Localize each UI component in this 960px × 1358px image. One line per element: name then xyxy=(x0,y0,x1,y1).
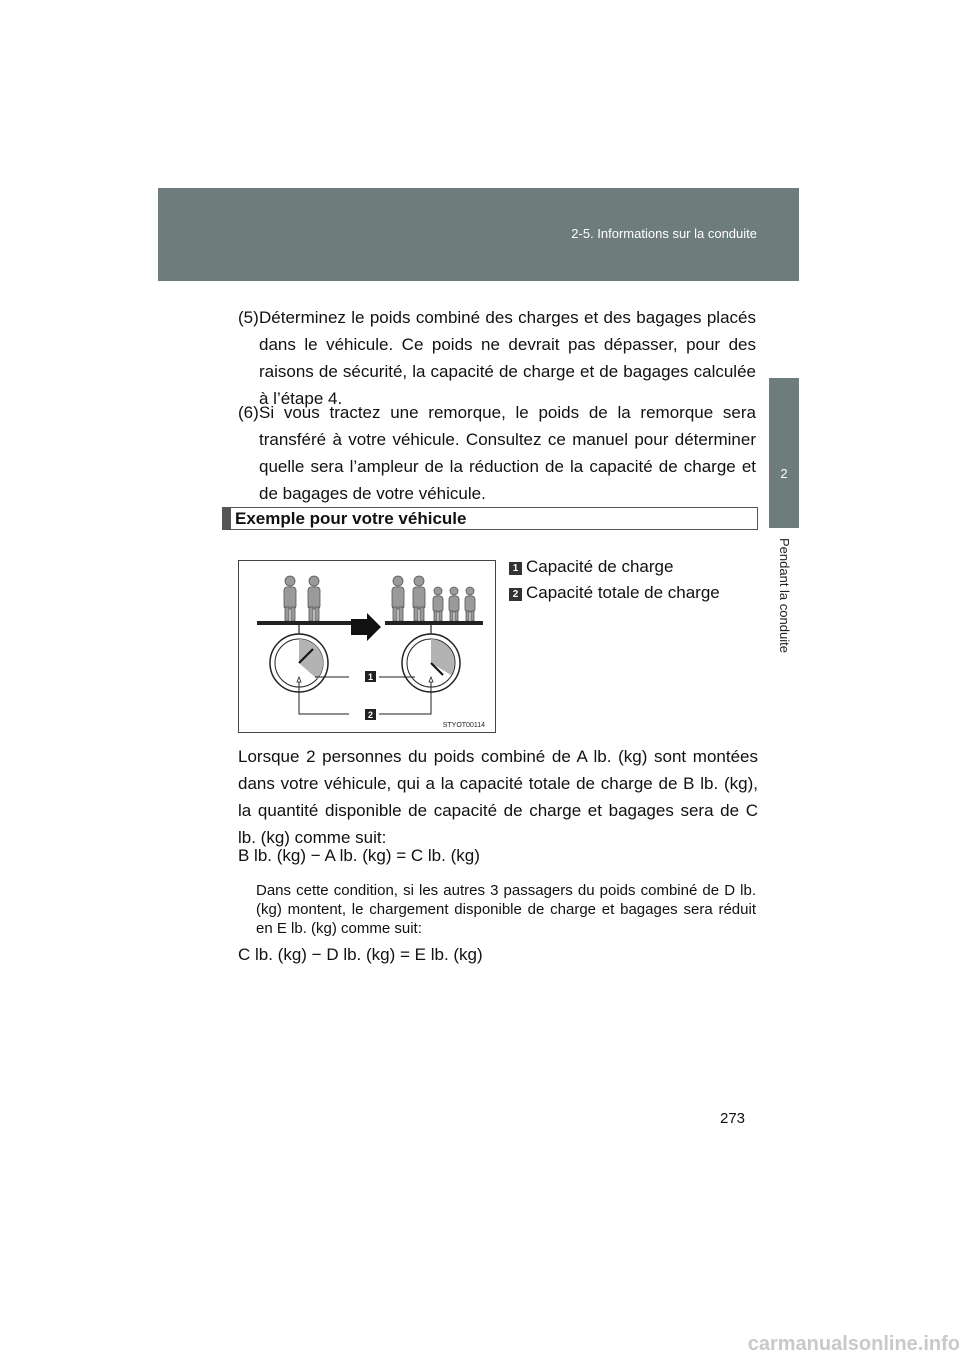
condition-note: Dans cette condition, si les autres 3 passagers du poids combiné de D lb. (kg) montent, le chargement disponible de charge et bagages sera réduit en E lb. (kg) comme suit: xyxy=(256,882,756,937)
callout-1-label: 1 xyxy=(367,672,374,682)
step-5 xyxy=(238,304,756,412)
section-title-bar xyxy=(222,507,758,530)
legend-item-2 xyxy=(509,583,720,603)
section-heading: 2-5. Informations sur la conduite xyxy=(571,226,757,241)
figure-code: STYOT00114 xyxy=(442,722,485,729)
footer-watermark: carmanualsonline.info xyxy=(747,1333,960,1355)
legend-text: Capacité de charge xyxy=(526,557,674,576)
platform-right xyxy=(385,621,483,625)
step-text: Si vous tractez une remorque, le poids de la remorque sera transféré à votre véhicule. Consultez ce manuel pour déterminer quelle sera l’ampleur de la réduction de la capacité de charge et de bagages de votre véhicule. xyxy=(259,403,756,503)
step-number: (6) xyxy=(238,403,259,422)
formula-2: C lb. (kg) − D lb. (kg) = E lb. (kg) xyxy=(238,945,483,964)
chapter-number: 2 xyxy=(780,466,788,481)
legend-badge: 1 xyxy=(509,562,522,575)
load-capacity-illustration xyxy=(238,560,496,733)
chapter-label xyxy=(767,538,801,678)
illustration-svg xyxy=(239,561,495,732)
step-6 xyxy=(238,399,756,507)
legend-item-1 xyxy=(509,557,673,577)
callout-2-label: 2 xyxy=(367,710,374,720)
chapter-tab xyxy=(769,378,799,528)
section-marker xyxy=(223,508,231,529)
arrow-right-icon xyxy=(351,613,381,641)
formula-1: B lb. (kg) − A lb. (kg) = C lb. (kg) xyxy=(238,846,480,865)
legend-text: Capacité totale de charge xyxy=(526,583,720,602)
example-paragraph: Lorsque 2 personnes du poids combiné de A lb. (kg) sont montées dans votre véhicule, qui a la capacité totale de charge de B lb. (kg), la quantité disponible de capacité de charge et bagages sera de C lb. (kg) comme suit: xyxy=(238,747,758,847)
header-band xyxy=(158,188,799,281)
step-text: Déterminez le poids combiné des charges et des bagages placés dans le véhicule. Ce poids ne devrait pas dépasser, pour des raisons de sécurité, la capacité de charge et de bagages calculée à l’étape 4. xyxy=(259,308,756,408)
chapter-label-text: Pendant la conduite xyxy=(777,538,792,653)
page-number: 273 xyxy=(720,1110,746,1127)
section-title: Exemple pour votre véhicule xyxy=(235,509,467,528)
legend-badge: 2 xyxy=(509,588,522,601)
people-icon xyxy=(284,576,475,621)
platform-left xyxy=(257,621,357,625)
step-number: (5) xyxy=(238,308,259,327)
